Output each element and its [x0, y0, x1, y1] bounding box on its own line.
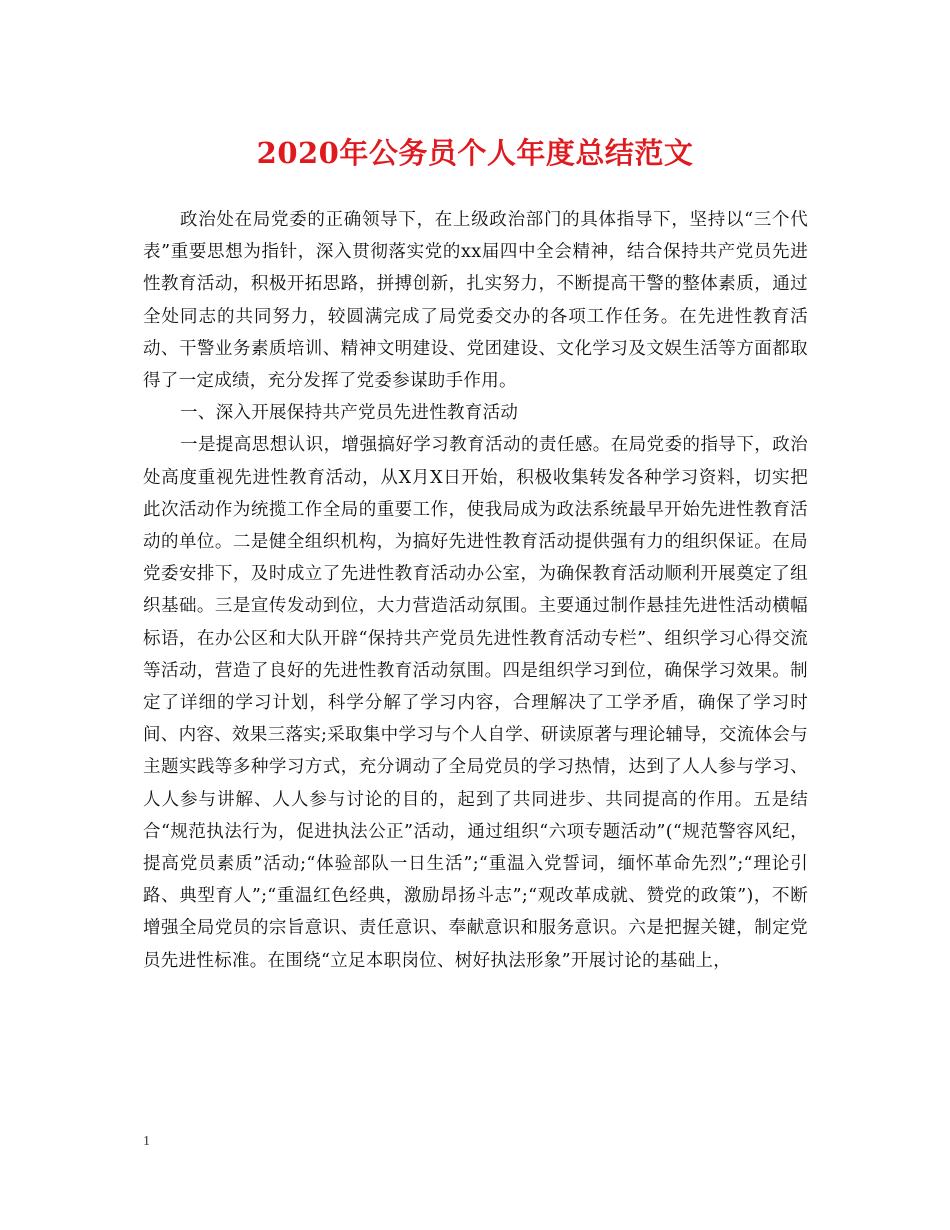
- document-body: [143, 204, 808, 977]
- body-paragraph: 一是提高思想认识，增强搞好学习教育活动的责任感。在局党委的指导下，政治处高度重视先进性教育活动，从X月X日开始，积极收集转发各种学习资料，切实把此次活动作为统揽工作全局的重要工作，使我局成为政法系统最早开始先进性教育活动的单位。二是健全组织机构，为搞好先进性教育活动提供强有力的组织保证。在局党委安排下，及时成立了先进性教育活动办公室，为确保教育活动顺利开展奠定了组织基础。三是宣传发动到位，大力营造活动氛围。主要通过制作悬挂先进性活动横幅标语，在办公区和大队开辟“保持共产党员先进性教育活动专栏”、组织学习心得交流等活动，营造了良好的先进性教育活动氛围。四是组织学习到位，确保学习效果。制定了详细的学习计划，科学分解了学习内容，合理解决了工学矛盾，确保了学习时间、内容、效果三落实;采取集中学习与个人自学、研读原著与理论辅导，交流体会与主题实践等多种学习方式，充分调动了全局党员的学习热情，达到了人人参与学习、人人参与讲解、人人参与讨论的目的，起到了共同进步、共同提高的作用。五是结合“规范执法行为，促进执法公正”活动，通过组织“六项专题活动”(“规范警容风纪，提高党员素质”活动;“体验部队一日生活”;“重温入党誓词，缅怀革命先烈”;“理论引路、典型育人”;“重温红色经典，激励昂扬斗志”;“观改革成就、赞党的政策”)，不断增强全局党员的宗旨意识、责任意识、奉献意识和服务意识。六是把握关键，制定党员先进性标准。在围绕“立足本职岗位、树好执法形象”开展讨论的基础上，: [143, 435, 808, 971]
- page-number: 1: [143, 1134, 150, 1149]
- intro-paragraph: 政治处在局党委的正确领导下，在上级政治部门的具体指导下，坚持以“三个代表”重要思想为指针，深入贯彻落实党的xx届四中全会精神，结合保持共产党员先进性教育活动，积极开拓思路，拼搏创新，扎实努力，不断提高干警的整体素质，通过全处同志的共同努力，较圆满完成了局党委交办的各项工作任务。在先进性教育活动、干警业务素质培训、精神文明建设、党团建设、文化学习及文娱生活等方面都取得了一定成绩，充分发挥了党委参谋助手作用。: [143, 210, 808, 392]
- document-title: 2020年公务员个人年度总结范文: [256, 136, 694, 170]
- section-heading: 一、深入开展保持共产党员先进性教育活动: [180, 403, 519, 424]
